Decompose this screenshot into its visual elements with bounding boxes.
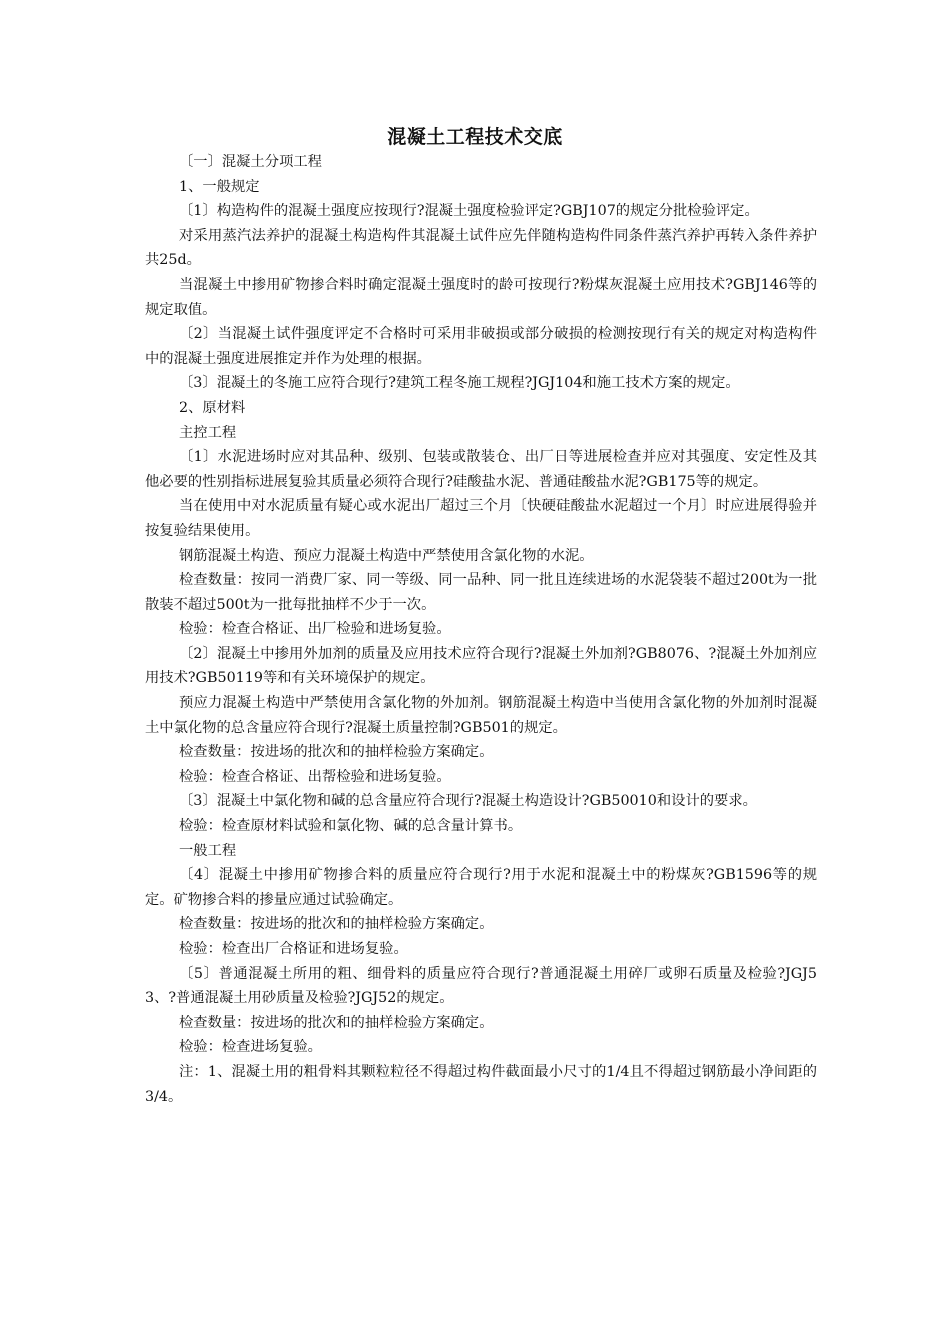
paragraph: 检验：检查合格证、出帮检验和进场复验。 bbox=[179, 768, 451, 785]
subsection-heading: 1、一般规定 bbox=[179, 178, 260, 195]
paragraph: 〔2〕当混凝土试件强度评定不合格时可采用非破损或部分破损的检测按现行有关的规定对构造构件中的混凝土强度进展推定并作为处理的根据。 bbox=[145, 326, 817, 367]
paragraph: 〔5〕普通混凝土所用的粗、细骨料的质量应符合现行?普通混凝土用碎厂或卵石质量及检验?JGJ53、?普通混凝土用砂质量及检验?JGJ52的规定。 bbox=[145, 965, 817, 1007]
paragraph: 当混凝土中掺用矿物掺合料时确定混凝土强度时的龄可按现行?粉煤灰混凝土应用技术?GBJ146等的规定取值。 bbox=[145, 276, 817, 318]
paragraph: 〔1〕构造构件的混凝土强度应按现行?混凝土强度检验评定?GBJ107的规定分批检验评定。 bbox=[179, 203, 759, 220]
paragraph: 〔1〕水泥进场时应对其品种、级别、包装或散装仓、出厂日等进展检查并应对其强度、安定性及其他必要的性别指标进展复验其质量必须符合现行?硅酸盐水泥、普通硅酸盐水泥?GB175等的规定。 bbox=[145, 449, 817, 490]
paragraph: 〔3〕混凝土中氯化物和碱的总含量应符合现行?混凝土构造设计?GB50010和设计的要求。 bbox=[179, 793, 757, 810]
paragraph: 对采用蒸汽法养护的混凝土构造构件其混凝土试件应先伴随构造构件同条件蒸汽养护再转入条件养护共25d。 bbox=[145, 227, 817, 269]
paragraph: 检验：检查出厂合格证和进场复验。 bbox=[179, 941, 408, 957]
paragraph: 当在使用中对水泥质量有疑心或水泥出厂超过三个月〔快硬硅酸盐水泥超过一个月〕时应进展得验并按复验结果使用。 bbox=[145, 498, 817, 539]
paragraph: 检查数量：按同一消费厂家、同一等级、同一品种、同一批且连续进场的水泥袋装不超过200t为一批散装不超过500t为一批每批抽样不少于一次。 bbox=[145, 572, 817, 613]
subsection-heading: 2、原材料 bbox=[179, 399, 246, 416]
section-heading: 〔一〕混凝土分项工程 bbox=[179, 154, 322, 170]
paragraph: 检查数量：按进场的批次和的抽样检验方案确定。 bbox=[179, 1014, 494, 1031]
paragraph: 检验：检查合格证、出厂检验和进场复验。 bbox=[179, 621, 451, 638]
note-paragraph: 注：1、混凝土用的粗骨料其颗粒粒径不得超过构件截面最小尺寸的1/4且不得超过钢筋最小净间距的3/4。 bbox=[145, 1063, 817, 1105]
category-heading: 一般工程 bbox=[179, 842, 237, 859]
paragraph: 检验：检查进场复验。 bbox=[179, 1039, 322, 1056]
category-heading: 主控工程 bbox=[179, 424, 237, 441]
paragraph: 检验：检查原材料试验和氯化物、碱的总含量计算书。 bbox=[179, 818, 523, 835]
paragraph: 检查数量：按进场的批次和的抽样检验方案确定。 bbox=[179, 744, 494, 761]
paragraph: 〔4〕混凝土中掺用矿物掺合料的质量应符合现行?用于水泥和混凝土中的粉煤灰?GB1596等的规定。矿物掺合料的掺量应通过试验确定。 bbox=[145, 867, 817, 908]
paragraph: 预应力混凝土构造中严禁使用含氯化物的外加剂。钢筋混凝土构造中当使用含氯化物的外加剂时混凝土中氯化物的总含量应符合现行?混凝土质量控制?GB501的规定。 bbox=[145, 695, 817, 736]
paragraph: 〔2〕混凝土中掺用外加剂的质量及应用技术应符合现行?混凝土外加剂?GB8076、?混凝土外加剂应用技术?GB50119等和有关环境保护的规定。 bbox=[145, 645, 817, 687]
paragraph: 检查数量：按进场的批次和的抽样检验方案确定。 bbox=[179, 916, 494, 933]
paragraph: 钢筋混凝土构造、预应力混凝土构造中严禁使用含氯化物的水泥。 bbox=[179, 547, 594, 564]
document-title: 混凝土工程技术交底 bbox=[387, 126, 563, 148]
paragraph: 〔3〕混凝土的冬施工应符合现行?建筑工程冬施工规程?JGJ104和施工技术方案的规定。 bbox=[179, 375, 740, 392]
document-body bbox=[145, 150, 817, 1109]
